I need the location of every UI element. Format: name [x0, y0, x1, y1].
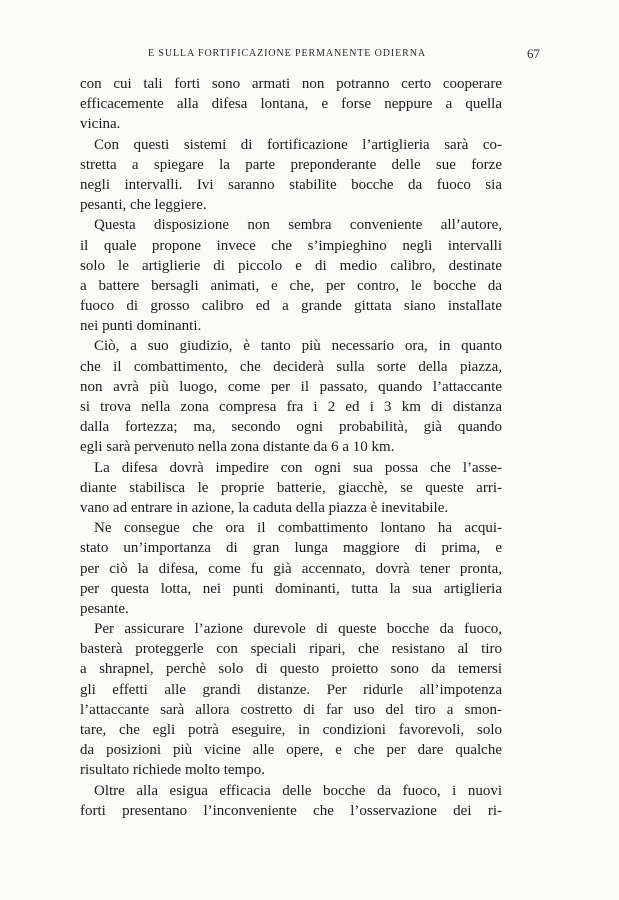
text-line: Per assicurare l’azione durevole di queste bocche da fuoco,: [94, 621, 502, 638]
text-line: forti presentano l’inconveniente che l’osservazione dei ri-: [80, 802, 502, 819]
text-line: Oltre alla esigua efficacia delle bocche da fuoco, i nuovi: [94, 782, 502, 799]
text-line: egli sarà pervenuto nella zona distante da 6 a 10 km.: [80, 439, 395, 456]
text-line: efficacemente alla difesa lontana, e forse neppure a quella: [80, 96, 502, 113]
text-line: pesanti, che leggiere.: [80, 197, 207, 214]
text-line: da posizioni più vicine alle opere, e che per dare qualche: [80, 742, 502, 759]
text-line: Ne consegue che ora il combattimento lontano ha acqui-: [94, 520, 502, 537]
text-line: che il combattimento, che deciderà sulla sorte della piazza,: [80, 358, 502, 375]
text-line: basterà proteggerle con speciali ripari, che resistano al tiro: [80, 641, 502, 658]
text-line: vicina.: [80, 116, 121, 133]
text-line: l’attaccante sarà allora costretto di far uso del tiro a smon-: [80, 701, 502, 718]
text-line: il quale propone invece che s’impieghino negli intervalli: [80, 237, 502, 254]
text-line: stretta a spiegare la parte preponderante delle sue forze: [80, 156, 502, 173]
text-line: stato un’importanza di gran lunga maggiore di prima, e: [80, 540, 502, 557]
text-line: con cui tali forti sono armati non potranno certo cooperare: [80, 76, 502, 92]
text-line: Ciò, a suo giudizio, è tanto più necessario ora, in quanto: [94, 338, 502, 355]
text-line: fuoco di grosso calibro ed a grande gittata siano installate: [80, 298, 502, 315]
text-line: La difesa dovrà impedire con ogni sua possa che l’asse-: [94, 459, 502, 476]
text-line: nei punti dominanti.: [80, 318, 202, 335]
page-number: 67: [527, 46, 540, 61]
body-text: [80, 74, 502, 821]
text-line: non avrà più luogo, come per il passato, quando l’attaccante: [80, 378, 502, 395]
text-line: Questa disposizione non sembra conveniente all’autore,: [94, 217, 502, 234]
text-line: diante stabilisca le proprie batterie, giacchè, se queste arri-: [80, 479, 502, 496]
text-line: risultato richiede molto tempo.: [80, 762, 265, 779]
page-header: [140, 46, 540, 62]
text-line: pesante.: [80, 600, 129, 617]
text-line: a battere bersagli animati, e che, per contro, le bocche da: [80, 277, 502, 294]
text-line: gli effetti alle grandi distanze. Per ridurle all’impotenza: [80, 681, 502, 698]
text-line: per questa lotta, nei punti dominanti, tutta la sua artiglieria: [80, 580, 502, 597]
text-line: negli intervalli. Ivi saranno stabilite bocche da fuoco sia: [80, 176, 502, 193]
text-line: tare, che egli potrà eseguire, in condizioni favorevoli, solo: [80, 722, 502, 738]
text-line: a shrapnel, perchè solo di questo proietto sono da temersi: [80, 661, 502, 678]
text-line: dalla fortezza; ma, secondo ogni probabilità, già quando: [80, 419, 502, 436]
running-head: E SULLA FORTIFICAZIONE PERMANENTE ODIERNA: [148, 48, 426, 59]
text-line: Con questi sistemi di fortificazione l’artiglieria sarà co-: [94, 136, 502, 153]
text-line: vano ad entrare in azione, la caduta della piazza è inevitabile.: [80, 499, 449, 516]
text-line: si trova nella zona compresa fra i 2 ed i 3 km di distanza: [80, 399, 502, 415]
text-line: per ciò la difesa, come fu già accennato, dovrà tener pronta,: [80, 560, 502, 577]
text-line: solo le artiglierie di piccolo e di medio calibro, destinate: [80, 257, 502, 274]
